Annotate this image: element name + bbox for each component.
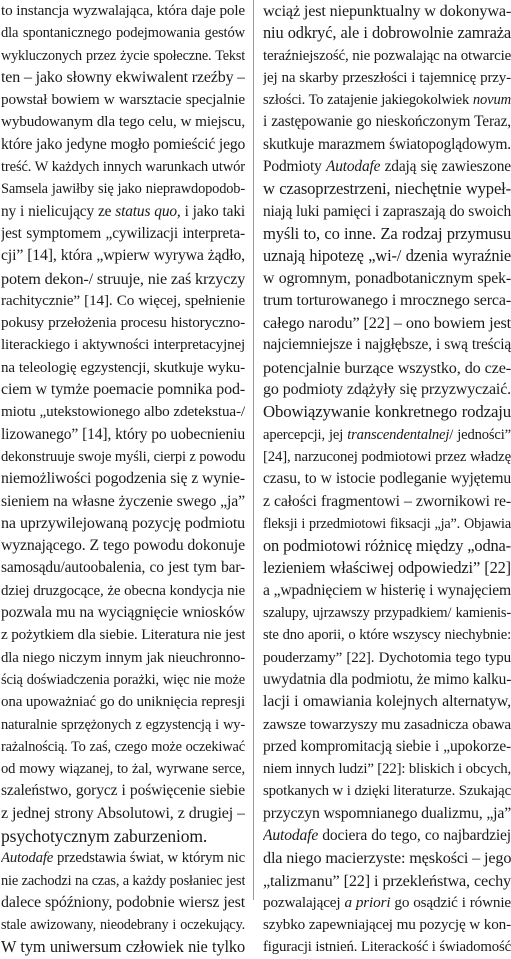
left-column-line: nie zachodzi na czas, a każdy posłaniec jest bbox=[1, 872, 245, 889]
right-column-line: szłości. To zatajenie jakiegokolwiek novum bbox=[263, 92, 511, 109]
right-column-line: figuracji istnień. Literackość i świadomość bbox=[263, 939, 511, 956]
right-column-line: „talizmanu” [22] i przekleństwa, cechy bbox=[263, 871, 511, 890]
right-column-line: lacji i omawiania kolejnych alternatyw, bbox=[263, 693, 511, 711]
right-column-line: z całości fragmentowi – zwornikowi re- bbox=[263, 492, 511, 510]
left-column-line: na teleologię egzystencji, skutkuje wyku- bbox=[1, 359, 245, 376]
right-column-line: ste dno aporii, o które wszyscy niechybnie: bbox=[263, 627, 511, 644]
right-column-line: Autodafe dociera do tego, co najbardziej bbox=[263, 826, 511, 844]
right-column-line: całego narodu” [22] – ono bowiem jest bbox=[263, 314, 511, 333]
left-column-line: od mowy wiązanej, to żal, wyrwane serce, bbox=[1, 761, 245, 778]
left-column-line: dla niego niczym innym jak nieuchronno- bbox=[1, 649, 245, 666]
left-column-line: ten – jako słowny ekwiwalent rzeźby – bbox=[1, 68, 245, 86]
right-column-line: szalupy, ujrzawszy przypadkiem/ kamienis- bbox=[263, 605, 511, 622]
right-column-line: uwydatnia dla podmiotu, że mimo kalku- bbox=[263, 670, 511, 688]
left-column-line: dla spontanicznego podejmowania gestów bbox=[1, 25, 245, 42]
right-column-line: przed kompromitacją siebie i „upokorze- bbox=[263, 737, 511, 755]
right-column-line: zawsze towarzyszy mu zasadnicza obawa bbox=[263, 715, 511, 733]
right-text-column bbox=[263, 0, 511, 959]
left-column-line: lizowanego” [14], który po uobecnieniu bbox=[1, 425, 245, 443]
left-column-line: samosądu/autoobalenia, co jest tym bar- bbox=[1, 559, 245, 577]
right-column-line: niu odkryć, ale i dobrowolnie zamraża bbox=[263, 23, 511, 43]
left-column-line: Autodafe przedstawia świat, w którym nic bbox=[1, 850, 245, 867]
left-column-line: ciem w tymże poemacie pomnika pod- bbox=[1, 381, 245, 399]
left-text-column bbox=[1, 0, 245, 959]
right-column-line: w czasoprzestrzeni, niechętnie wypeł- bbox=[263, 179, 511, 199]
left-column-line: rażalnością. To zaś, czego może oczekiwać bbox=[1, 738, 245, 755]
left-column-line: pozwala mu na wyciągnięcie wniosków bbox=[1, 604, 245, 622]
left-column-line: W tym uniwersum człowiek nie tylko bbox=[1, 937, 245, 957]
left-column-line: psychotycznym zaburzeniom. bbox=[1, 825, 208, 846]
right-column-line: a „wpadnięciem w histerię i wynajęciem bbox=[263, 581, 511, 599]
left-column-line: na uprzywilejowaną pozycję podmiotu bbox=[1, 514, 245, 532]
left-column-line: z jednej strony Absolutowi, z drugiej – bbox=[1, 804, 245, 822]
right-column-line: trum torturowanego i mrocznego serca- bbox=[263, 291, 511, 309]
right-column-line: lezieniem właściwej odpowiedzi” [22] bbox=[263, 558, 511, 578]
left-column-line: dalece spóźniony, podobnie wiersz jest bbox=[1, 893, 245, 911]
right-column-line: pouderzamy” [22]. Dychotomia tego typu bbox=[263, 649, 511, 666]
right-column-line: wciąż jest niepunktualny w dokonywa- bbox=[263, 2, 511, 20]
left-column-line: które jako jedyne mogło pomieścić jego bbox=[1, 135, 245, 153]
right-column-line: w ogromnym, ponadbotanicznym spek- bbox=[263, 269, 511, 287]
left-column-line: Samsela jawiłby się jako nieprawdopodob- bbox=[1, 181, 245, 198]
left-column-line: wyznającego. Z tego powodu dokonuje bbox=[1, 537, 245, 555]
right-column-line: pozwalającej a priori go osądzić i równie bbox=[263, 893, 511, 911]
right-column-line: jej na skarby przeszłości i tajemnicę przy- bbox=[263, 69, 511, 86]
left-column-line: to instancja wyzwalająca, która daje pole bbox=[1, 2, 245, 19]
right-column-line: dla niego macierzyste: męskości – jego bbox=[263, 849, 511, 868]
left-column-line: rachitycznie” [14]. Co więcej, spełnienie bbox=[1, 291, 245, 309]
right-column-line: przyczyn wspomnianego dualizmu, „ja” bbox=[263, 804, 511, 822]
right-column-line: niają luki pamięci i zapraszają do swoich bbox=[263, 202, 511, 220]
left-column-line: cji” [14], która „wpierw wyrywa żądło, bbox=[1, 247, 245, 265]
right-column-line: uznają hipotezę „wi-/ dzenia wyraźnie bbox=[263, 246, 511, 266]
left-column-line: niemożliwości pogodzenia się z wynie- bbox=[1, 470, 245, 488]
left-column-line: dziej druzgocące, że obecna kondycja nie bbox=[1, 582, 245, 599]
left-column-line: jest symptomem „cywilizacji interpreta- bbox=[1, 224, 245, 242]
right-column-line: spotkanych w i dzięki literaturze. Szukając bbox=[263, 783, 511, 800]
right-column-line: myśli to, co inne. Za rodzaj przymusu bbox=[263, 223, 511, 243]
left-column-line: literackiego i aktywności interpretacyjnej bbox=[1, 337, 245, 354]
left-column-line: wykluczonych przez życie społeczne. Tekst bbox=[1, 47, 245, 64]
right-column-line: [24], narzuconej podmiotowi przez władzę bbox=[263, 448, 511, 465]
left-column-line: stale awizowany, nieodebrany i oczekujący. bbox=[1, 917, 245, 934]
left-column-line: ona upoważniać go do uniknięcia represji bbox=[1, 694, 245, 711]
left-column-line: szaleństwo, gorycz i poświęcenie siebie bbox=[1, 782, 245, 800]
left-column-line: potem dekon-/ struuje, nie zaś krzyczy bbox=[1, 269, 245, 288]
right-column-line: skutkuje marazmem światopoglądowym. bbox=[263, 135, 511, 153]
column-divider bbox=[253, 0, 254, 900]
left-column-line: wybudowanym dla tego celu, w miejscu, bbox=[1, 113, 245, 131]
left-column-line: naturalnie sprzężonych z egzystencją i wy- bbox=[1, 716, 245, 733]
right-column-line: szybko zapewniającej mu pozycję w kon- bbox=[263, 916, 511, 934]
left-column-line: pokusy przełożenia procesu historyczno- bbox=[1, 314, 245, 332]
right-column-line: i zastępowanie go nieskończonym Teraz, bbox=[263, 113, 511, 131]
left-column-line: ny i nielicujący ze status quo, i jako taki bbox=[1, 202, 245, 220]
right-column-line: niem innych ludzi” [22]: bliskich i obcych, bbox=[263, 761, 511, 778]
right-column-line: go podmioty zdążyły się przyzwyczaić. bbox=[263, 381, 511, 399]
right-column-line: najciemniejsze i najgłębsze, i swą treścią bbox=[263, 336, 511, 354]
right-column-line: potencjalnie burzące wszystko, do cze- bbox=[263, 358, 511, 377]
right-column-line: Obowiązywanie konkretnego rodzaju bbox=[263, 402, 511, 422]
left-column-line: miotu „utekstowionego albo zdetekstua-/ bbox=[1, 403, 245, 421]
left-column-line: ścią doświadczenia porażki, więc nie może bbox=[1, 671, 245, 688]
left-column-line: treść. W każdych innych warunkach utwór bbox=[1, 159, 245, 176]
left-column-line: dekonstruuje swoje myśli, cierpi z powodu bbox=[1, 448, 245, 465]
right-column-line: czasu, to w istocie podleganie wyjętemu bbox=[263, 470, 511, 488]
left-column-line: sieniem na własne życzenie swego „ja” bbox=[1, 492, 245, 510]
right-column-line: teraźniejszość, nie pozwalając na otwarcie bbox=[263, 47, 511, 64]
left-column-line: powstał bowiem w warsztacie specjalnie bbox=[1, 91, 245, 109]
left-column-line: z pożytkiem dla siebie. Literatura nie jest bbox=[1, 626, 245, 644]
right-column-line: fleksji i przedmiotowi fiksacji „ja”. Objawia bbox=[263, 515, 511, 532]
right-column-line: apercepcji, jej transcendentalnej/ jedności” bbox=[263, 426, 511, 443]
right-column-line: Podmioty Autodafe zdają się zawieszone bbox=[263, 158, 511, 176]
right-column-line: on podmiotowi różnicę między „odna- bbox=[263, 536, 511, 556]
